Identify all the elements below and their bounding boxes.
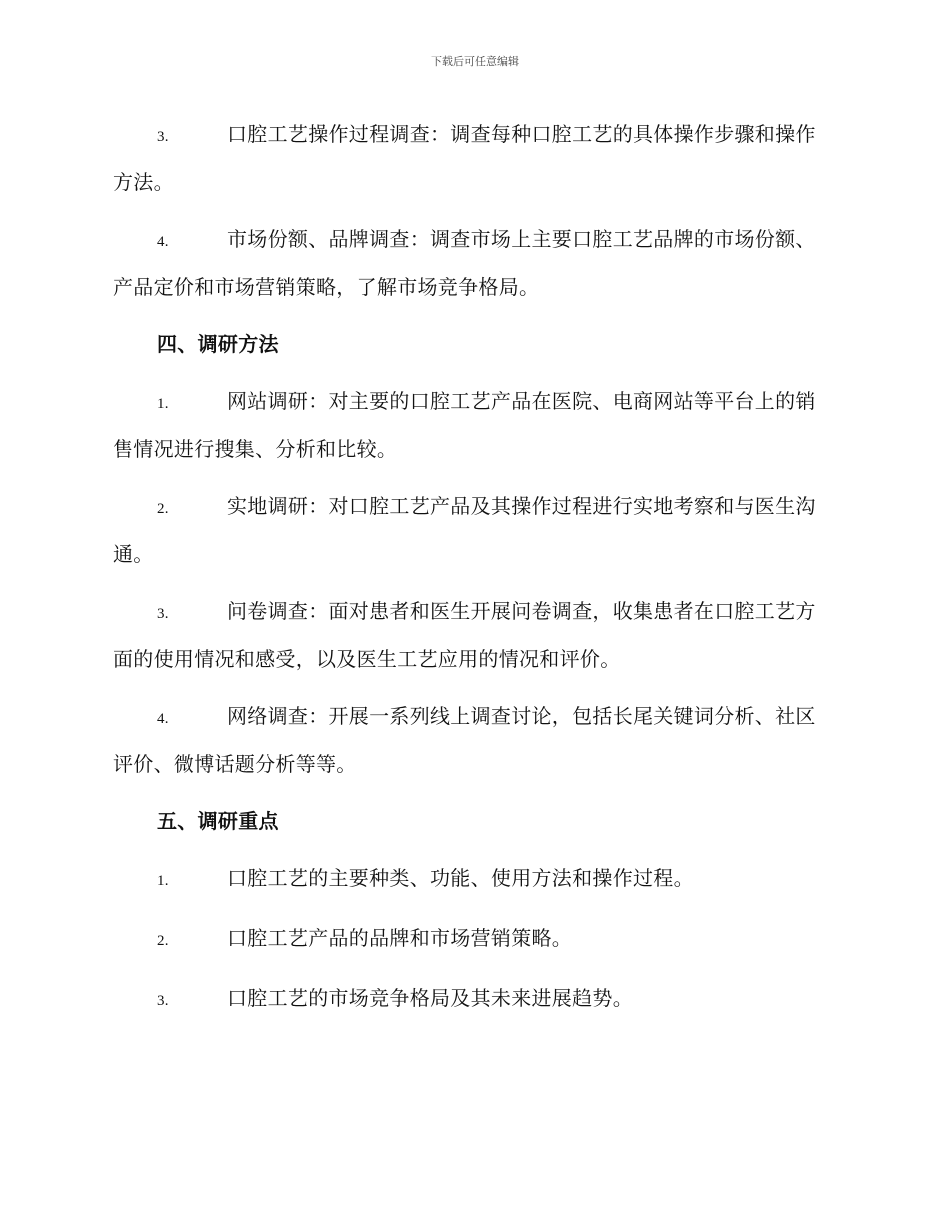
section-heading-research-methods: 四、调研方法 <box>157 332 279 356</box>
list-item-website-research <box>113 379 835 472</box>
list-number: 3. <box>157 606 169 622</box>
list-text: 网络调查：开展一系列线上调查讨论，包括长尾关键词分析、社区评价、微博话题分析等等。 <box>113 704 816 776</box>
list-number: 2. <box>157 501 169 517</box>
list-item-market-share <box>113 217 835 310</box>
page-header: 下载后可任意编辑 <box>431 55 519 68</box>
list-number: 1. <box>157 396 169 412</box>
list-number: 4. <box>157 234 169 250</box>
list-text: 网站调研：对主要的口腔工艺产品在医院、电商网站等平台上的销售情况进行搜集、分析和比较。 <box>113 389 816 461</box>
list-text: 口腔工艺的市场竞争格局及其未来进展趋势。 <box>227 986 633 1010</box>
document-body <box>113 112 835 1036</box>
list-item-focus-competition <box>113 976 835 1024</box>
list-text: 口腔工艺操作过程调查：调查每种口腔工艺的具体操作步骤和操作方法。 <box>113 122 816 194</box>
list-text: 口腔工艺的主要种类、功能、使用方法和操作过程。 <box>227 866 694 890</box>
list-item-online-survey <box>113 694 835 787</box>
list-item-field-research <box>113 484 835 577</box>
list-item-focus-brands <box>113 916 835 964</box>
section-heading-research-focus: 五、调研重点 <box>157 809 279 833</box>
list-text: 口腔工艺产品的品牌和市场营销策略。 <box>227 926 573 950</box>
list-number: 4. <box>157 711 169 727</box>
list-number: 3. <box>157 993 169 1009</box>
list-number: 1. <box>157 873 169 889</box>
list-text: 实地调研：对口腔工艺产品及其操作过程进行实地考察和与医生沟通。 <box>113 494 816 566</box>
list-number: 2. <box>157 933 169 949</box>
list-item-questionnaire <box>113 589 835 682</box>
list-item-focus-types <box>113 856 835 904</box>
list-text: 问卷调查：面对患者和医生开展问卷调查，收集患者在口腔工艺方面的使用情况和感受，以及医生工艺应用的情况和评价。 <box>113 599 816 671</box>
list-item-survey-process <box>113 112 835 205</box>
list-number: 3. <box>157 129 169 145</box>
list-text: 市场份额、品牌调查：调查市场上主要口腔工艺品牌的市场份额、产品定价和市场营销策略，了解市场竞争格局。 <box>113 227 816 299</box>
